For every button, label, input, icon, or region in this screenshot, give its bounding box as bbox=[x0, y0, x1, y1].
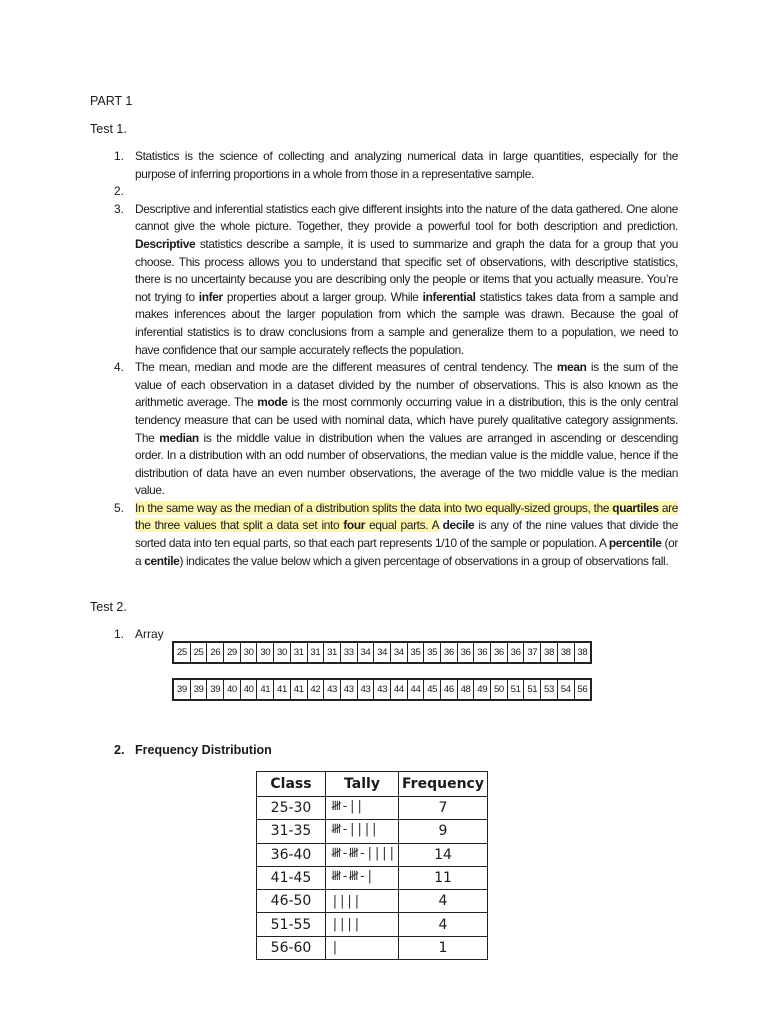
array-cell: 40 bbox=[240, 679, 257, 700]
array-cell: 42 bbox=[307, 679, 324, 700]
array-cell: 25 bbox=[173, 642, 190, 663]
table-row bbox=[257, 797, 488, 820]
tally-cell: 𝍸-𝍸-| bbox=[326, 866, 399, 889]
array-heading bbox=[114, 627, 164, 641]
array-cell: 54 bbox=[557, 679, 574, 700]
test1-item-3 bbox=[114, 201, 678, 359]
array-cell: 43 bbox=[324, 679, 341, 700]
array-cell: 39 bbox=[173, 679, 190, 700]
array-cell: 48 bbox=[457, 679, 474, 700]
class-cell: 31-35 bbox=[257, 820, 326, 843]
array-cell: 36 bbox=[491, 642, 508, 663]
frequency-cell: 1 bbox=[399, 936, 488, 959]
test1-heading: Test 1. bbox=[90, 122, 127, 136]
array-cell: 39 bbox=[190, 679, 207, 700]
array-cell: 53 bbox=[541, 679, 558, 700]
test1-item-4 bbox=[114, 359, 678, 500]
array-cell: 35 bbox=[407, 642, 424, 663]
array-cell: 36 bbox=[457, 642, 474, 663]
array-cell: 35 bbox=[424, 642, 441, 663]
array-cell: 41 bbox=[274, 679, 291, 700]
test2-heading: Test 2. bbox=[90, 600, 127, 614]
array-cell: 34 bbox=[374, 642, 391, 663]
item-number: 4. bbox=[114, 360, 124, 375]
table-row bbox=[257, 913, 488, 936]
array-cell: 51 bbox=[507, 679, 524, 700]
class-cell: 25-30 bbox=[257, 797, 326, 820]
fd-label: Frequency Distribution bbox=[135, 743, 272, 757]
item-text: The mean, median and mode are the different measures of central tendency. The mean is the sum of the value of each observation in a dataset divided by the number of observations. This is also known as the arithmetic average. The mode is the most commonly occurring value in a distribution, this is the only central tendency measure that can be used with nominal data, which have purely qualitative category assignments. The median is the middle value in distribution when the values are arranged in ascending or descending order. In a distribution with an odd number of observations, the median value is the middle value, hence if the distribution of data have an even number observations, the average of the two middle value is the median value. bbox=[135, 360, 679, 498]
item-text: Descriptive and inferential statistics each give different insights into the nature of the data gathered. One alone cannot give the whole picture. Together, they provide a powerful tool for both description and prediction. Descriptive statistics describe a sample, it is used to summarize and graph the data for a group that you choose. This process allows you to understand that specific set of observations, with descriptive statistics, there is no uncertainty because you are describing only the people or items that you actually measure. You’re not trying to infer properties about a larger group. While inferential statistics takes data from a sample and makes inferences about the larger population from which the sample was drawn. Because the goal of inferential statistics is to draw conclusions from a sample and generalize them to a population, we need to have confidence that our sample accurately reflects the population. bbox=[135, 201, 679, 357]
test1-item-2 bbox=[114, 183, 678, 201]
tally-cell: |||| bbox=[326, 890, 399, 913]
array-cell: 41 bbox=[257, 679, 274, 700]
array-cell: 34 bbox=[390, 642, 407, 663]
array-cell: 30 bbox=[274, 642, 291, 663]
frequency-cell: 9 bbox=[399, 820, 488, 843]
array-cell: 25 bbox=[190, 642, 207, 663]
frequency-distribution-heading bbox=[114, 743, 272, 757]
array-cell: 31 bbox=[290, 642, 307, 663]
array-cell: 43 bbox=[340, 679, 357, 700]
array-cell: 43 bbox=[357, 679, 374, 700]
header-class: Class bbox=[257, 772, 326, 797]
array-cell: 49 bbox=[474, 679, 491, 700]
class-cell: 51-55 bbox=[257, 913, 326, 936]
table-row bbox=[257, 866, 488, 889]
array-cell: 36 bbox=[507, 642, 524, 663]
frequency-table bbox=[256, 771, 488, 960]
array-cell: 34 bbox=[357, 642, 374, 663]
item-number: 5. bbox=[114, 500, 124, 515]
array-cell: 38 bbox=[557, 642, 574, 663]
array-cell: 30 bbox=[257, 642, 274, 663]
item-number: 1. bbox=[114, 149, 124, 163]
frequency-cell: 7 bbox=[399, 797, 488, 820]
array-cell: 44 bbox=[390, 679, 407, 700]
array-cell: 30 bbox=[240, 642, 257, 663]
item-text bbox=[135, 183, 678, 201]
tally-cell: | bbox=[326, 936, 399, 959]
test1-item-5 bbox=[114, 500, 678, 570]
part-heading: PART 1 bbox=[90, 94, 133, 108]
array-row-1 bbox=[172, 641, 592, 664]
item-number: 2. bbox=[114, 184, 124, 199]
array-cell: 45 bbox=[424, 679, 441, 700]
array-cell: 51 bbox=[524, 679, 541, 700]
frequency-cell: 4 bbox=[399, 890, 488, 913]
test1-item-1 bbox=[114, 148, 678, 183]
array-row-2 bbox=[172, 678, 592, 701]
class-cell: 36-40 bbox=[257, 843, 326, 866]
array-label: Array bbox=[135, 627, 164, 641]
array-number: 1. bbox=[114, 627, 125, 641]
frequency-cell: 11 bbox=[399, 866, 488, 889]
fd-number: 2. bbox=[114, 743, 125, 757]
array-cell: 37 bbox=[524, 642, 541, 663]
item-text: Statistics is the science of collecting and analyzing numerical data in large quantities, especially for the purpose of inferring proportions in a whole from those in a representative sample. bbox=[135, 149, 678, 181]
array-cell: 43 bbox=[374, 679, 391, 700]
array-cell: 40 bbox=[224, 679, 241, 700]
array-cell: 36 bbox=[441, 642, 458, 663]
array-cell: 46 bbox=[441, 679, 458, 700]
array-cell: 50 bbox=[491, 679, 508, 700]
array-cell: 31 bbox=[324, 642, 341, 663]
tally-cell: |||| bbox=[326, 913, 399, 936]
array-cell: 33 bbox=[340, 642, 357, 663]
array-cell: 41 bbox=[290, 679, 307, 700]
tally-cell: 𝍸-|| bbox=[326, 797, 399, 820]
array-cell: 44 bbox=[407, 679, 424, 700]
array-cell: 56 bbox=[574, 679, 591, 700]
item-text: In the same way as the median of a distribution splits the data into two equally-sized groups, the quartiles are the three values that split a data set into four equal parts. A decile is any of the nine values that divide the sorted data into ten equal parts, so that each part represents 1/10 of the sample or population. A percentile (or a centile) indicates the value below which a given percentage of observations in a group of observations fall. bbox=[135, 500, 678, 568]
item-number: 3. bbox=[114, 201, 124, 216]
array-cell: 31 bbox=[307, 642, 324, 663]
header-frequency: Frequency bbox=[399, 772, 488, 797]
table-row bbox=[257, 936, 488, 959]
array-cell: 26 bbox=[207, 642, 224, 663]
tally-cell: 𝍸-|||| bbox=[326, 820, 399, 843]
array-cell: 36 bbox=[474, 642, 491, 663]
frequency-cell: 4 bbox=[399, 913, 488, 936]
class-cell: 41-45 bbox=[257, 866, 326, 889]
table-row bbox=[257, 890, 488, 913]
array-cell: 39 bbox=[207, 679, 224, 700]
class-cell: 56-60 bbox=[257, 936, 326, 959]
tally-cell: 𝍸-𝍸-|||| bbox=[326, 843, 399, 866]
class-cell: 46-50 bbox=[257, 890, 326, 913]
header-tally: Tally bbox=[326, 772, 399, 797]
array-cell: 38 bbox=[574, 642, 591, 663]
frequency-cell: 14 bbox=[399, 843, 488, 866]
table-row bbox=[257, 843, 488, 866]
array-cell: 38 bbox=[541, 642, 558, 663]
test1-answer-list bbox=[114, 148, 678, 570]
table-row bbox=[257, 820, 488, 843]
array-cell: 29 bbox=[224, 642, 241, 663]
